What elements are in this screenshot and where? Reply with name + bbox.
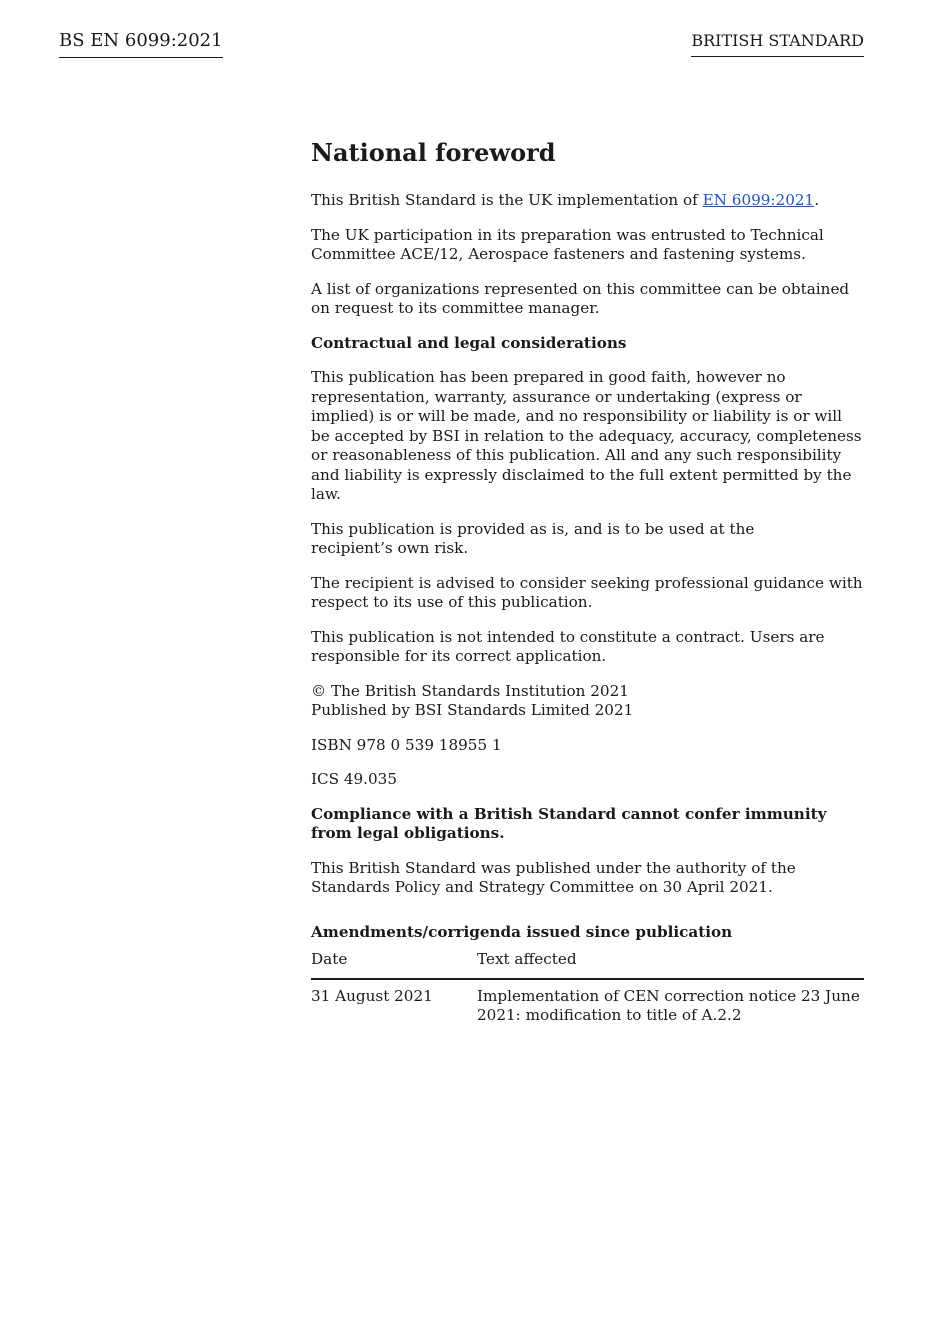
column-header-text-affected: Text affected [477, 950, 864, 979]
implementation-text: This British Standard is the UK implementation of [311, 191, 703, 209]
table-row [311, 979, 864, 1026]
copyright-paragraph: © The British Standards Institution 2021 Published by BSI Standards Limited 2021 [311, 681, 634, 719]
column-header-date: Date [311, 950, 477, 979]
compliance-statement: Compliance with a British Standard cannot confer immunity from legal obligations. [311, 804, 827, 842]
organizations-paragraph: A list of organizations represented on this committee can be obtained on request to its committee manager. [311, 279, 850, 317]
implementation-period: . [814, 191, 820, 209]
authority-paragraph: This British Standard was published under the authority of the Standards Policy and Strategy Committee on 30 April 2021. [311, 858, 796, 896]
page-title: National foreword [311, 138, 556, 167]
header-series: BRITISH STANDARD [691, 31, 864, 57]
amendment-date: 31 August 2021 [311, 986, 433, 1005]
amendments-header-row [311, 950, 864, 979]
good-faith-paragraph: This publication has been prepared in good faith, however no representation, warranty, assurance or undertaking (express or implied) is or will be made, and no responsibility or liability is or will be accepted by BSI in relation to the adequacy, accuracy, completeness or reasonableness of this publication. All and any such responsibility and liability is expressly disclaimed to the full extent permitted by the law. [311, 368, 862, 503]
implementation-paragraph [311, 191, 864, 211]
guidance-paragraph: The recipient is advised to consider seeking professional guidance with respect to its use of this publication. [311, 573, 863, 611]
as-is-paragraph: This publication is provided as is, and is to be used at the recipient’s own risk. [311, 519, 755, 557]
contractual-heading: Contractual and legal considerations [311, 333, 627, 352]
en-standard-link[interactable]: EN 6099:2021 [702, 191, 815, 209]
participation-paragraph: The UK participation in its preparation was entrusted to Technical Committee ACE/12, Aerospace fasteners and fastening systems. [311, 225, 824, 263]
national-foreword-section [311, 138, 864, 1026]
header-doc-id: BS EN 6099:2021 [59, 30, 223, 58]
amendments-title: Amendments/corrigenda issued since publication [311, 922, 733, 941]
ics: ICS 49.035 [311, 770, 397, 788]
amendments-table [311, 950, 864, 1026]
contract-paragraph: This publication is not intended to constitute a contract. Users are responsible for its correct application. [311, 627, 825, 665]
amendment-text: Implementation of CEN correction notice 23 June 2021: modification to title of A.2.2 [477, 986, 860, 1024]
isbn: ISBN 978 0 539 18955 1 [311, 735, 502, 754]
